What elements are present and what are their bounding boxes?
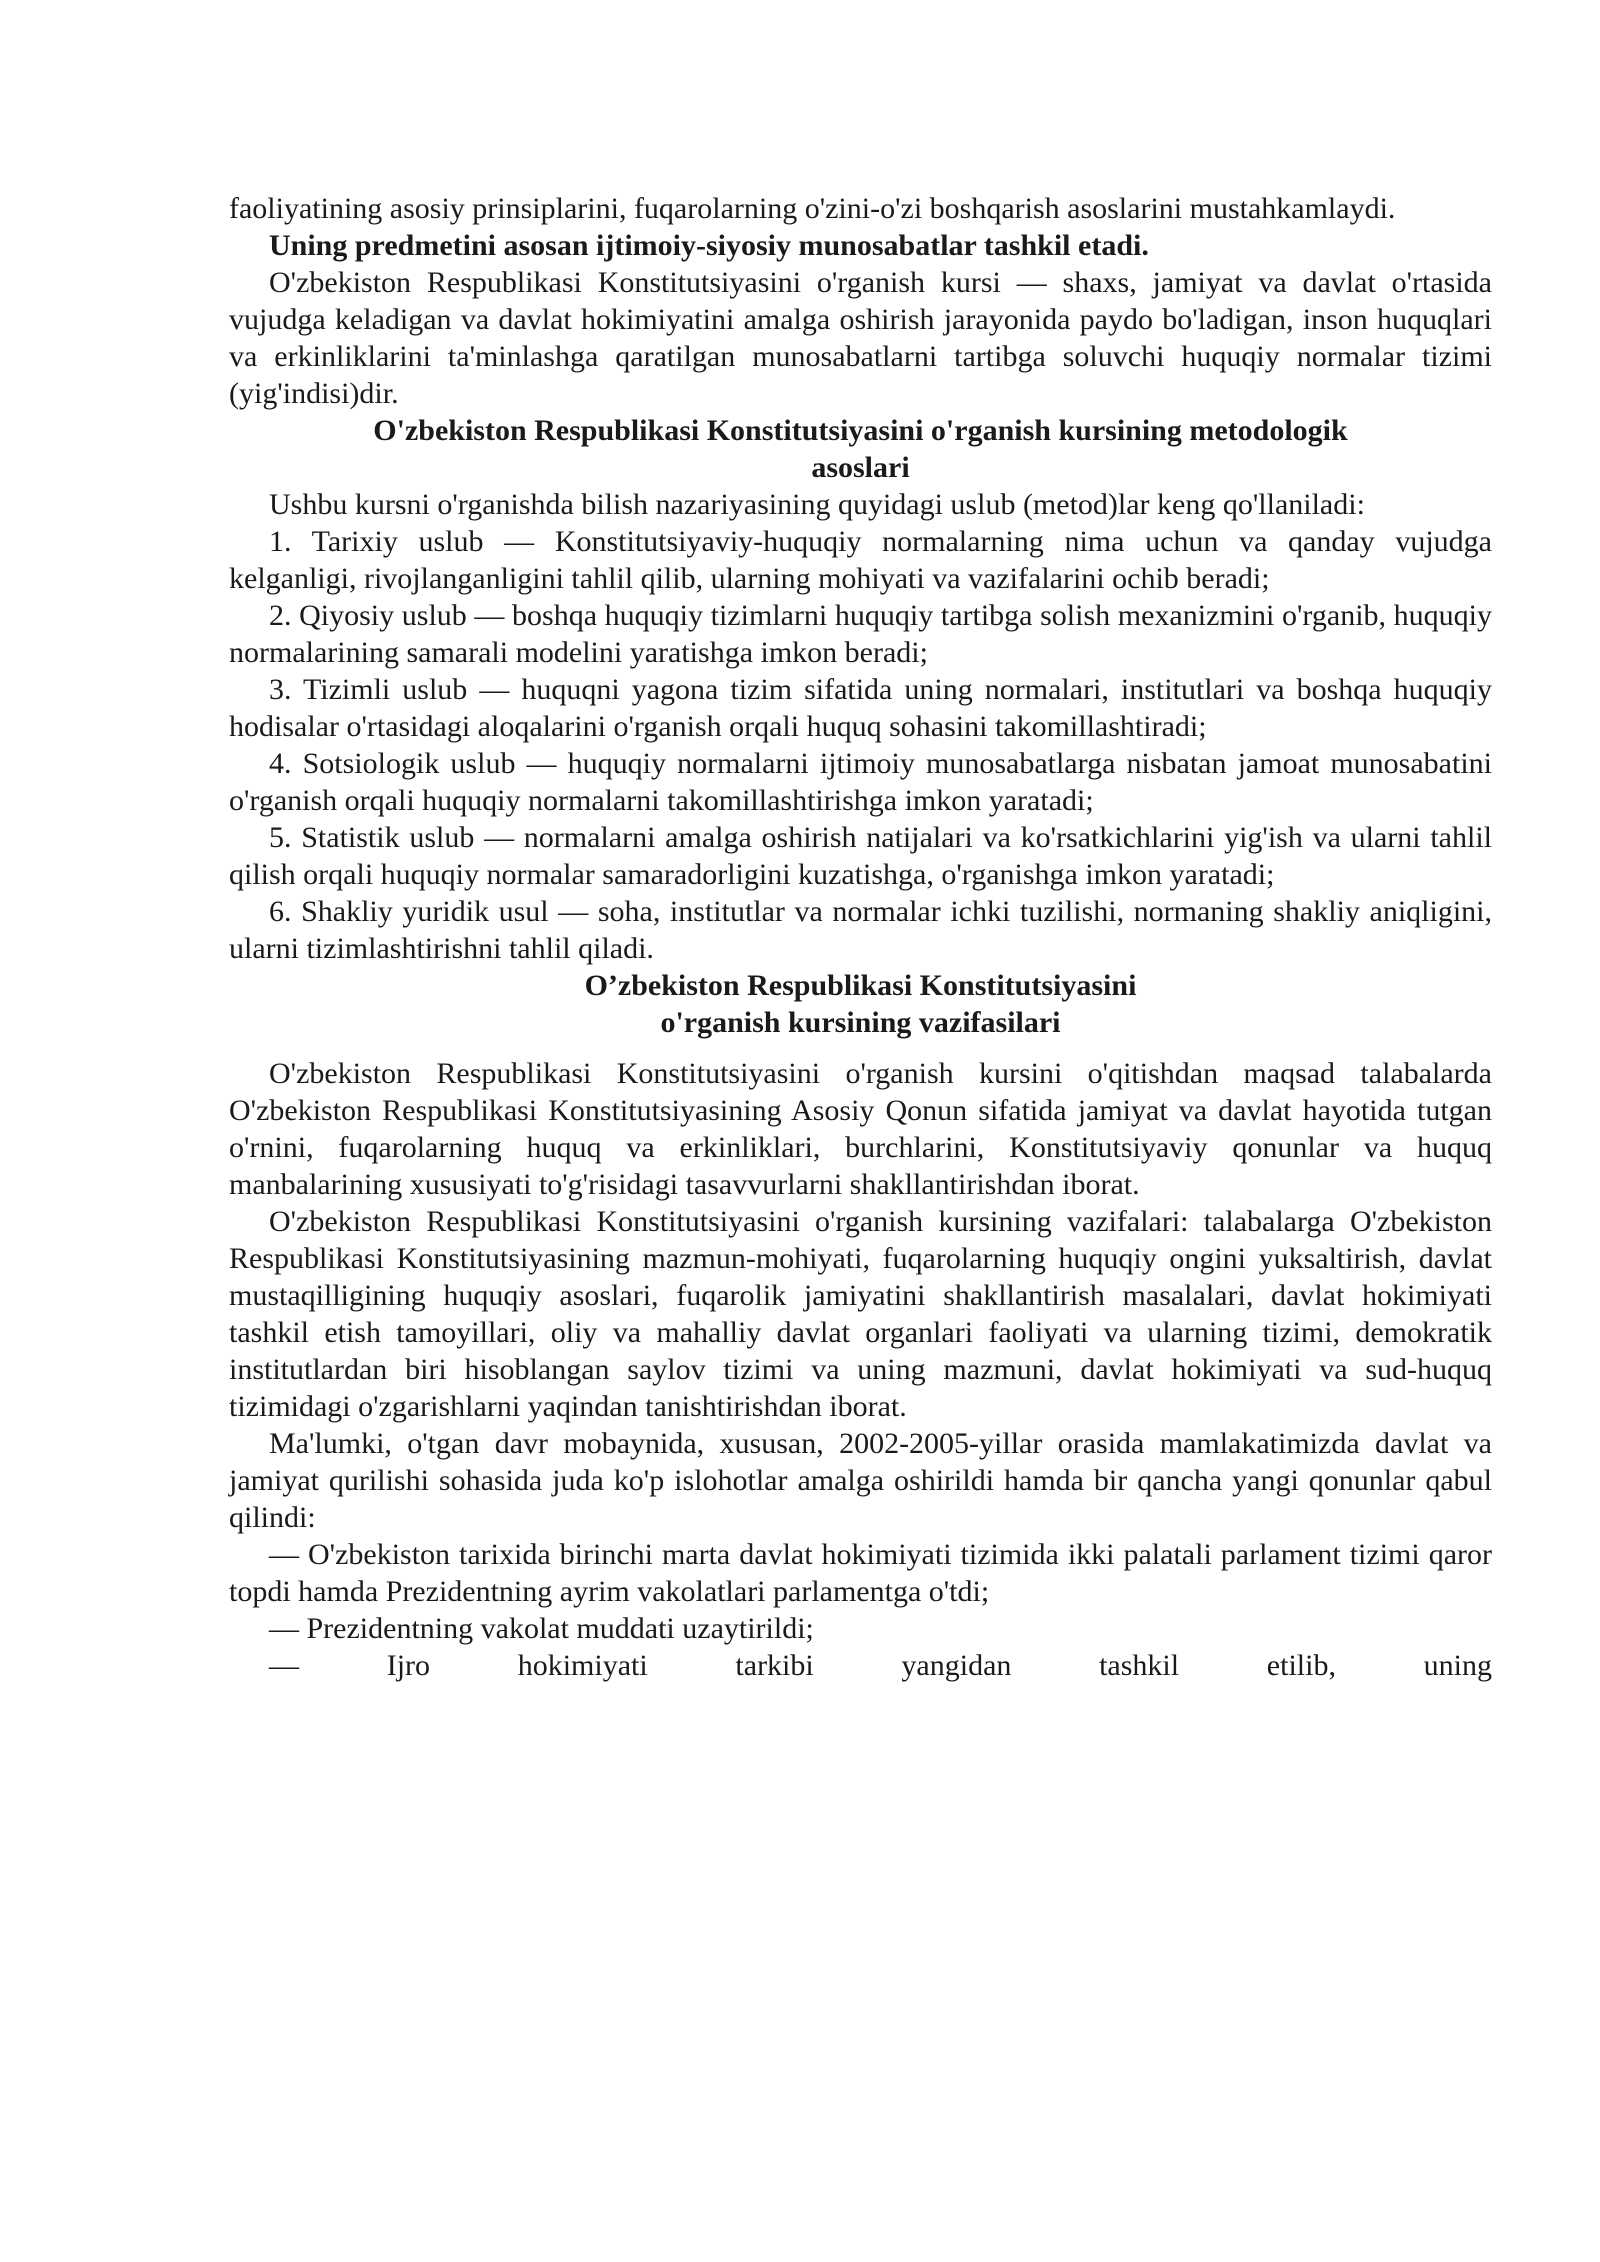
section-heading-methodology-line2: asoslari xyxy=(811,451,910,484)
method-item-historical: 1. Tarixiy uslub — Konstitutsiyaviy-huquqiy normalarning nima uchun va qanday vujudga kelganligi, rivojlanganligini tahlil qilib, ularning mohiyati va vazifalarini ochib beradi; xyxy=(229,525,1492,595)
reform-item-president-term: — Prezidentning vakolat muddati uzaytirildi; xyxy=(269,1612,814,1645)
reform-item-parliament: — O'zbekiston tarixida birinchi marta davlat hokimiyati tizimida ikki palatali parlament tizimi qaror topdi hamda Prezidentning ayrim vakolatlari parlamentga o'tdi; xyxy=(229,1538,1492,1608)
paragraph-course-definition: O'zbekiston Respublikasi Konstitutsiyasini o'rganish kursi — shaxs, jamiyat va davlat o'rtasida vujudga keladigan va davlat hokimiyatini amalga oshirish jarayonida paydo bo'ladigan, inson huquqlari va erkinliklarini ta'minlashga qaratilgan munosabatlarni tartibga soluvchi huquqiy normalar tizimi (yig'indisi)dir. xyxy=(229,266,1492,410)
method-item-comparative: 2. Qiyosiy uslub — boshqa huquqiy tizimlarni huquqiy tartibga solish mexanizmini o'rganib, huquqiy normalarining samarali modelini yaratishga imkon beradi; xyxy=(229,599,1492,669)
reform-item-executive: — Ijro hokimiyati tarkibi yangidan tashkil etilib, uning xyxy=(269,1649,1492,1682)
section-heading-methodology xyxy=(229,412,1492,486)
section-heading-methodology-line1: O'zbekiston Respublikasi Konstitutsiyasini o'rganish kursining metodologik xyxy=(373,414,1348,447)
section-heading-tasks-line1: O’zbekiston Respublikasi Konstitutsiyasini xyxy=(584,969,1137,1002)
paragraph-course-tasks: O'zbekiston Respublikasi Konstitutsiyasini o'rganish kursining vazifalari: talabalarga O'zbekiston Respublikasi Konstitutsiyasining mazmun-mohiyati, fuqarolarning huquqiy ongini yuksaltirish, davlat mustaqilligining huquqiy asoslari, fuqarolik jamiyatini shakllantirish masalalari, davlat hokimiyati tashkil etish tamoyillari, oliy va mahalliy davlat organlari faoliyati va ularning tizimi, demokratik institutlardan biri hisoblangan saylov tizimi va uning mazmuni, davlat hokimiyati va sud-huquq tizimidagi o'zgarishlarni yaqindan tanishtirishdan iborat. xyxy=(229,1205,1492,1423)
document-page xyxy=(229,190,1492,1684)
method-item-systemic: 3. Tizimli uslub — huquqni yagona tizim sifatida uning normalari, institutlari va boshqa huquqiy hodisalar o'rtasidagi aloqalarini o'rganish orqali huquq sohasini takomillashtiradi; xyxy=(229,673,1492,743)
method-item-sociological: 4. Sotsiologik uslub — huquqiy normalarni ijtimoiy munosabatlarga nisbatan jamoat munosabatini o'rganish orqali huquqiy normalarni takomillashtirishga imkon yaratadi; xyxy=(229,747,1492,817)
method-item-formal-legal: 6. Shakliy yuridik usul — soha, institutlar va normalar ichki tuzilishi, normaning shakliy aniqligini, ularni tizimlashtirishni tahlil qiladi. xyxy=(229,895,1492,965)
paragraph-subject-statement: Uning predmetini asosan ijtimoiy-siyosiy munosabatlar tashkil etadi. xyxy=(269,229,1149,262)
section-heading-tasks-line2: o'rganish kursining vazifasilari xyxy=(660,1006,1061,1039)
paragraph-continuation: faoliyatining asosiy prinsiplarini, fuqarolarning o'zini-o'zi boshqarish asoslarini mustahkamlaydi. xyxy=(229,192,1396,225)
section-heading-tasks xyxy=(229,967,1492,1041)
paragraph-methods-intro: Ushbu kursni o'rganishda bilish nazariyasining quyidagi uslub (metod)lar keng qo'llaniladi: xyxy=(269,488,1365,521)
paragraph-course-goal: O'zbekiston Respublikasi Konstitutsiyasini o'rganish kursini o'qitishdan maqsad talabalarda O'zbekiston Respublikasi Konstitutsiyasining Asosiy Qonun sifatida jamiyat va davlat hayotida tutgan o'rnini, fuqarolarning huquq va erkinliklari, burchlarini, Konstitutsiyaviy qonunlar va huquq manbalarining xususiyati to'g'risidagi tasavvurlarni shakllantirishdan iborat. xyxy=(229,1057,1492,1201)
method-item-statistical: 5. Statistik uslub — normalarni amalga oshirish natijalari va ko'rsatkichlarini yig'ish va ularni tahlil qilish orqali huquqiy normalar samaradorligini kuzatishga, o'rganishga imkon yaratadi; xyxy=(229,821,1492,891)
paragraph-reforms: Ma'lumki, o'tgan davr mobaynida, xususan, 2002-2005-yillar orasida mamlakatimizda davlat va jamiyat qurilishi sohasida juda ko'p islohotlar amalga oshirildi hamda bir qancha yangi qonunlar qabul qilindi: xyxy=(229,1427,1492,1534)
